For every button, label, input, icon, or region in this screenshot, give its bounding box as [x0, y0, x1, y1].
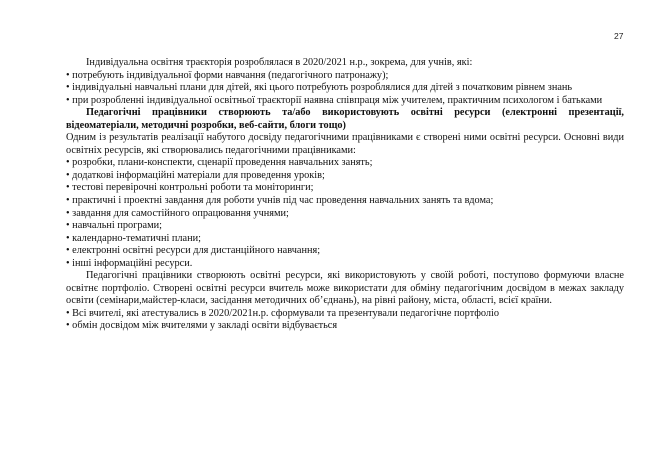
result-paragraph: Одним із результатів реалізації набутого досвіду педагогічними працівниками є створені ними освітні ресурси. Основні види освітніх ресурсів, які створювались педагогічними працівниками: [66, 132, 624, 156]
document-body [66, 57, 624, 333]
intro-paragraph: Індивідуальна освітня траєкторія розроблялася в 2020/2021 н.р., зокрема, для учнів, які: [86, 57, 473, 68]
page-number: 27 [614, 31, 624, 41]
list-item: • електронні освітні ресурси для дистанційного навчання; [66, 245, 321, 257]
list-item: • календарно-тематичні плани; [66, 232, 202, 244]
portfolio-paragraph: Педагогічні працівники створюють освітні ресурси, які використовують у своїй роботі, поступово формуючи власне освітнє портфоліо. Створені освітні ресурси вчитель може використати для обміну педагогічним досвідом в межах закладу освіти (семінари,майстер-класи, засідання методичних об’єднань), на рівні району, міста, області, всієї країни. [66, 270, 624, 307]
final-list [66, 308, 624, 333]
list-item: • інші інформаційні ресурси. [66, 257, 193, 269]
list-item: • практичні і проектні завдання для роботи учнів під час проведення навчальних занять та вдома; [66, 195, 494, 207]
resource-list [66, 157, 624, 270]
list-item: • Всі вчителі, які атестувались в 2020/2021н.р. сформували та презентували педагогічне портфоліо [66, 307, 500, 319]
list-item: • додаткові інформаційні матеріали для проведення уроків; [66, 169, 325, 181]
list-item: • навчальні програми; [66, 220, 162, 232]
trajectory-list [66, 70, 624, 108]
list-item: • розробки, плани-конспекти, сценарії проведення навчальних занять; [66, 157, 373, 169]
list-item: • завдання для самостійного опрацювання учнями; [66, 207, 289, 219]
list-item: • обмін досвідом між вчителями у закладі освіти відбувається [66, 320, 338, 332]
list-item: • тестові перевірочні контрольні роботи та моніторинги; [66, 182, 314, 194]
list-item: • при розробленні індивідуальної освітньої траєкторії наявна співпраця між учителем, практичним психологом і батьками [66, 94, 603, 106]
list-item: • індивідуальні навчальні плани для дітей, які цього потребують розроблялися для дітей з початковим рівнем знань [66, 82, 573, 94]
section-heading: Педагогічні працівники створюють та/або використовують освітні ресурси (електронні презентації, відеоматеріали, методичні розробки, веб-сайти, блоги тощо) [66, 107, 624, 131]
list-item: • потребують індивідуальної форми навчання (педагогічного патронажу); [66, 69, 389, 81]
